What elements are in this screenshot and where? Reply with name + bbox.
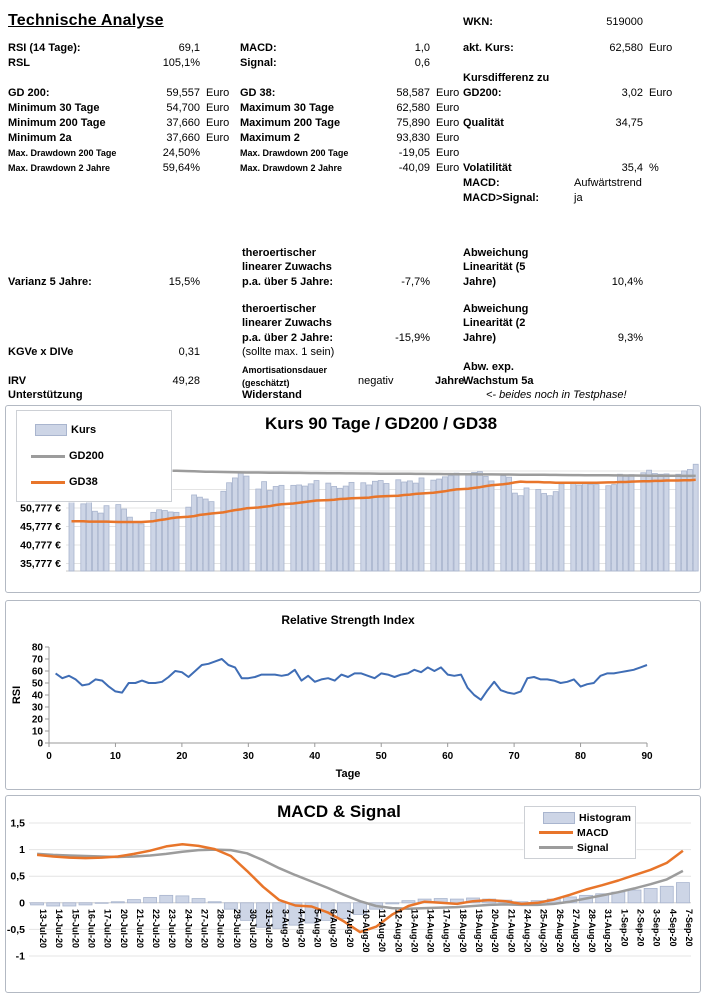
stat-unit: Euro bbox=[436, 87, 460, 99]
abweichung2-value: 9,3% bbox=[617, 332, 643, 344]
date-tick-label: 11-Aug-20 bbox=[377, 909, 388, 953]
date-tick-label: 31-Aug-20 bbox=[603, 909, 614, 953]
rsi-chart bbox=[6, 601, 700, 789]
stat-value: 35,4 bbox=[621, 162, 643, 174]
date-tick-label: 12-Aug-20 bbox=[393, 909, 404, 953]
date-tick-label: 23-Jul-20 bbox=[167, 909, 178, 949]
amortisation-line2: (geschätzt) bbox=[242, 378, 290, 388]
stat-label: Qualität bbox=[463, 117, 504, 129]
stat-value: 1,0 bbox=[414, 42, 430, 54]
macd-chart-panel bbox=[5, 795, 701, 993]
date-tick-label: 7-Sep-20 bbox=[683, 909, 694, 947]
zuwachs5-line1: theroertischer bbox=[242, 247, 316, 259]
stat-value: -40,09 bbox=[398, 162, 430, 174]
date-tick-label: 14-Jul-20 bbox=[54, 909, 65, 949]
date-tick-label: 28-Aug-20 bbox=[587, 909, 598, 953]
date-tick-label: 15-Jul-20 bbox=[70, 909, 81, 949]
abweichung5-line1: Abweichung bbox=[463, 247, 529, 259]
varianz-value: 15,5% bbox=[168, 276, 200, 288]
svg-text:80: 80 bbox=[31, 642, 43, 654]
svg-text:50,777 €: 50,777 € bbox=[20, 502, 61, 515]
svg-text:10: 10 bbox=[109, 751, 122, 762]
stat-unit: Euro bbox=[206, 102, 230, 114]
stat-label: akt. Kurs: bbox=[463, 42, 514, 54]
abweichung5-value: 10,4% bbox=[611, 276, 643, 288]
zuwachs2-value: -15,9% bbox=[395, 332, 430, 344]
zuwachs2-note: (sollte max. 1 sein) bbox=[242, 346, 335, 358]
date-tick-label: 17-Jul-20 bbox=[102, 909, 113, 949]
date-tick-label: 24-Aug-20 bbox=[522, 909, 533, 953]
svg-text:35,777 €: 35,777 € bbox=[20, 558, 61, 570]
zuwachs2-line2: linearer Zuwachs bbox=[242, 317, 332, 329]
stat-value: 37,660 bbox=[166, 117, 200, 129]
svg-text:0: 0 bbox=[37, 738, 43, 750]
svg-text:60: 60 bbox=[31, 666, 43, 678]
svg-text:80: 80 bbox=[574, 751, 587, 762]
stat-label: GD200: bbox=[463, 87, 502, 99]
zuwachs2-line3: p.a. über 2 Jahre: bbox=[242, 332, 334, 344]
stat-label: Max. Drawdown 2 Jahre bbox=[240, 163, 343, 173]
rsi-chart-panel bbox=[5, 600, 701, 790]
stat-unit: Euro bbox=[436, 102, 460, 114]
date-tick-label: 21-Aug-20 bbox=[506, 909, 517, 953]
macd-chart-title: MACD & Signal bbox=[277, 802, 401, 821]
stat-label: Max. Drawdown 2 Jahre bbox=[8, 163, 111, 173]
legend-label: Signal bbox=[577, 841, 609, 854]
rsi-x-axis-label: Tage bbox=[335, 768, 361, 780]
stat-label: MACD>Signal: bbox=[463, 192, 540, 204]
stat-value: 37,660 bbox=[166, 132, 200, 144]
stat-unit: Euro bbox=[649, 42, 673, 54]
date-tick-label: 19-Aug-20 bbox=[474, 909, 485, 953]
svg-text:50: 50 bbox=[31, 678, 43, 690]
stat-label: RSI (14 Tage): bbox=[8, 42, 81, 54]
svg-text:0,5: 0,5 bbox=[10, 870, 25, 883]
legend-label: MACD bbox=[577, 826, 609, 839]
stat-label: GD 200: bbox=[8, 87, 50, 99]
stat-unit: Euro bbox=[436, 132, 460, 144]
line-swatch-icon bbox=[31, 481, 65, 484]
legend-item bbox=[529, 810, 631, 825]
stat-unit: Euro bbox=[436, 147, 460, 159]
abweichung5-line3: Jahre) bbox=[463, 276, 497, 288]
svg-text:70: 70 bbox=[31, 654, 43, 666]
amortisation-line1: Amortisationsdauer bbox=[242, 365, 328, 375]
date-tick-label: 3-Sep-20 bbox=[651, 909, 662, 947]
stat-value: 34,75 bbox=[615, 117, 643, 129]
date-tick-label: 27-Jul-20 bbox=[199, 909, 210, 949]
price-chart-title: Kurs 90 Tage / GD200 / GD38 bbox=[264, 414, 498, 433]
svg-text:40: 40 bbox=[309, 751, 321, 762]
legend-item bbox=[21, 417, 167, 443]
date-tick-label: 3-Aug-20 bbox=[280, 909, 291, 948]
svg-text:90: 90 bbox=[641, 751, 653, 762]
date-tick-label: 25-Aug-20 bbox=[538, 909, 549, 953]
stat-label: Minimum 30 Tage bbox=[8, 102, 100, 114]
price-chart-panel bbox=[5, 405, 701, 593]
stat-label: Kursdifferenz zu bbox=[463, 72, 550, 84]
svg-text:70: 70 bbox=[508, 751, 520, 762]
stat-unit: Euro bbox=[206, 132, 230, 144]
date-tick-label: 28-Jul-20 bbox=[215, 909, 226, 949]
stat-value: 62,580 bbox=[396, 102, 430, 114]
svg-text:20: 20 bbox=[31, 714, 43, 726]
legend-item bbox=[21, 443, 167, 469]
svg-text:-0,5: -0,5 bbox=[6, 923, 25, 936]
rsi-y-axis-label: RSI bbox=[11, 685, 23, 705]
stat-unit: Euro bbox=[206, 117, 230, 129]
date-tick-label: 31-Jul-20 bbox=[264, 909, 275, 949]
testphase-note: <- beides noch in Testphase! bbox=[486, 389, 627, 401]
legend-label: GD200 bbox=[69, 450, 104, 462]
abw-exp-line1: Abw. exp. bbox=[463, 361, 514, 373]
stat-value: 69,1 bbox=[178, 42, 200, 54]
zuwachs2-line1: theroertischer bbox=[242, 303, 316, 315]
svg-text:1,5: 1,5 bbox=[10, 817, 25, 830]
stat-unit: Euro bbox=[206, 87, 230, 99]
stat-value: 59,557 bbox=[166, 87, 200, 99]
legend-item bbox=[529, 825, 631, 840]
stat-value: 519000 bbox=[606, 16, 643, 28]
legend-item bbox=[21, 469, 167, 495]
stat-label: GD 38: bbox=[240, 87, 276, 99]
rsi-chart-title: Relative Strength Index bbox=[281, 613, 415, 627]
date-tick-label: 5-Aug-20 bbox=[312, 909, 323, 948]
svg-text:30: 30 bbox=[31, 702, 43, 714]
svg-text:45,777 €: 45,777 € bbox=[20, 521, 61, 533]
date-tick-label: 6-Aug-20 bbox=[328, 909, 339, 948]
stat-label: Max. Drawdown 200 Tage bbox=[240, 148, 349, 158]
unterstuetzung-label: Unterstützung bbox=[8, 389, 83, 401]
abweichung2-line2: Linearität (2 bbox=[463, 317, 526, 329]
stat-label: Signal: bbox=[240, 57, 277, 69]
svg-text:30: 30 bbox=[242, 751, 254, 762]
date-tick-label: 17-Aug-20 bbox=[441, 909, 452, 953]
stat-value: 75,890 bbox=[396, 117, 430, 129]
svg-text:60: 60 bbox=[442, 751, 454, 762]
stat-label: Maximum 30 Tage bbox=[240, 102, 334, 114]
line-swatch-icon bbox=[539, 831, 573, 834]
date-tick-label: 7-Aug-20 bbox=[344, 909, 355, 948]
stat-value: 0,6 bbox=[414, 57, 430, 69]
stat-value: 58,587 bbox=[396, 87, 430, 99]
date-tick-label: 4-Sep-20 bbox=[667, 909, 678, 947]
svg-text:20: 20 bbox=[176, 751, 188, 762]
stat-value: Aufwärtstrend bbox=[574, 177, 642, 189]
varianz-label: Varianz 5 Jahre: bbox=[8, 276, 92, 288]
date-tick-label: 26-Aug-20 bbox=[554, 909, 565, 953]
bar-swatch-icon bbox=[35, 424, 67, 436]
stat-label: RSL bbox=[8, 57, 30, 69]
stat-label: Minimum 2a bbox=[8, 132, 72, 144]
stat-unit: Euro bbox=[436, 117, 460, 129]
stat-label: Volatilität bbox=[463, 162, 512, 174]
svg-text:0: 0 bbox=[46, 751, 52, 762]
date-tick-label: 27-Aug-20 bbox=[570, 909, 581, 953]
svg-text:1: 1 bbox=[19, 844, 25, 857]
line-swatch-icon bbox=[31, 455, 65, 458]
legend-label: GD38 bbox=[69, 476, 98, 488]
stat-unit: Euro bbox=[436, 162, 460, 174]
svg-text:10: 10 bbox=[31, 726, 43, 738]
stat-value: 93,830 bbox=[396, 132, 430, 144]
abw-exp-line2: Wachstum 5a bbox=[463, 375, 534, 387]
stat-value: 62,580 bbox=[609, 42, 643, 54]
kgve-value: 0,31 bbox=[178, 346, 200, 358]
irv-label: IRV bbox=[8, 375, 27, 387]
abweichung2-line1: Abweichung bbox=[463, 303, 529, 315]
zuwachs5-value: -7,7% bbox=[401, 276, 430, 288]
stat-label: MACD: bbox=[240, 42, 277, 54]
date-tick-label: 22-Jul-20 bbox=[151, 909, 162, 949]
macd-chart-legend bbox=[524, 806, 636, 859]
date-tick-label: 14-Aug-20 bbox=[425, 909, 436, 953]
legend-label: Histogram bbox=[579, 811, 631, 824]
stat-value: 54,700 bbox=[166, 102, 200, 114]
irv-value: 49,28 bbox=[172, 375, 200, 387]
date-tick-label: 2-Sep-20 bbox=[635, 909, 646, 947]
bar-swatch-icon bbox=[543, 812, 575, 824]
date-tick-label: 21-Jul-20 bbox=[134, 909, 145, 949]
abweichung5-line2: Linearität (5 bbox=[463, 261, 526, 273]
amortisation-value: negativ bbox=[358, 375, 394, 387]
kgve-label: KGVe x DIVe bbox=[8, 346, 74, 358]
date-tick-label: 18-Aug-20 bbox=[457, 909, 468, 953]
stat-value: ja bbox=[574, 192, 583, 204]
stat-label: WKN: bbox=[463, 16, 493, 28]
date-tick-label: 30-Jul-20 bbox=[247, 909, 258, 949]
stat-label: Maximum 2 bbox=[240, 132, 300, 144]
date-tick-label: 13-Aug-20 bbox=[409, 909, 420, 953]
date-tick-label: 13-Jul-20 bbox=[38, 909, 49, 949]
svg-text:40,777 €: 40,777 € bbox=[20, 539, 61, 552]
page-title: Technische Analyse bbox=[8, 12, 164, 29]
stat-unit: % bbox=[649, 162, 659, 174]
stat-unit: Euro bbox=[649, 87, 673, 99]
stat-label: Max. Drawdown 200 Tage bbox=[8, 148, 117, 158]
date-tick-label: 20-Jul-20 bbox=[118, 909, 129, 949]
date-tick-label: 24-Jul-20 bbox=[183, 909, 194, 949]
svg-text:0: 0 bbox=[19, 897, 25, 910]
stat-value: -19,05 bbox=[398, 147, 430, 159]
stat-label: MACD: bbox=[463, 177, 500, 189]
date-tick-label: 10-Aug-20 bbox=[361, 909, 371, 953]
svg-text:50: 50 bbox=[375, 751, 387, 762]
zuwachs5-line2: linearer Zuwachs bbox=[242, 261, 332, 273]
price-chart-legend bbox=[16, 410, 172, 502]
date-tick-label: 20-Aug-20 bbox=[490, 909, 501, 953]
stat-label: Maximum 200 Tage bbox=[240, 117, 341, 129]
date-tick-label: 1-Sep-20 bbox=[619, 909, 630, 947]
widerstand-label: Widerstand bbox=[242, 389, 302, 401]
legend-item bbox=[529, 840, 631, 855]
stat-value: 105,1% bbox=[162, 57, 200, 69]
svg-text:40: 40 bbox=[31, 690, 43, 702]
stat-value: 59,64% bbox=[162, 162, 200, 174]
date-tick-label: 29-Jul-20 bbox=[231, 909, 242, 949]
zuwachs5-line3: p.a. über 5 Jahre: bbox=[242, 276, 334, 288]
stat-value: 24,50% bbox=[162, 147, 200, 159]
stat-label: Minimum 200 Tage bbox=[8, 117, 106, 129]
line-swatch-icon bbox=[539, 846, 573, 849]
date-tick-label: 4-Aug-20 bbox=[296, 909, 307, 948]
stat-value: 3,02 bbox=[621, 87, 643, 99]
svg-text:-1: -1 bbox=[15, 950, 25, 963]
legend-label: Kurs bbox=[71, 424, 97, 436]
abweichung2-line3: Jahre) bbox=[463, 332, 497, 344]
date-tick-label: 16-Jul-20 bbox=[86, 909, 97, 949]
amortisation-unit: Jahre bbox=[435, 375, 465, 387]
